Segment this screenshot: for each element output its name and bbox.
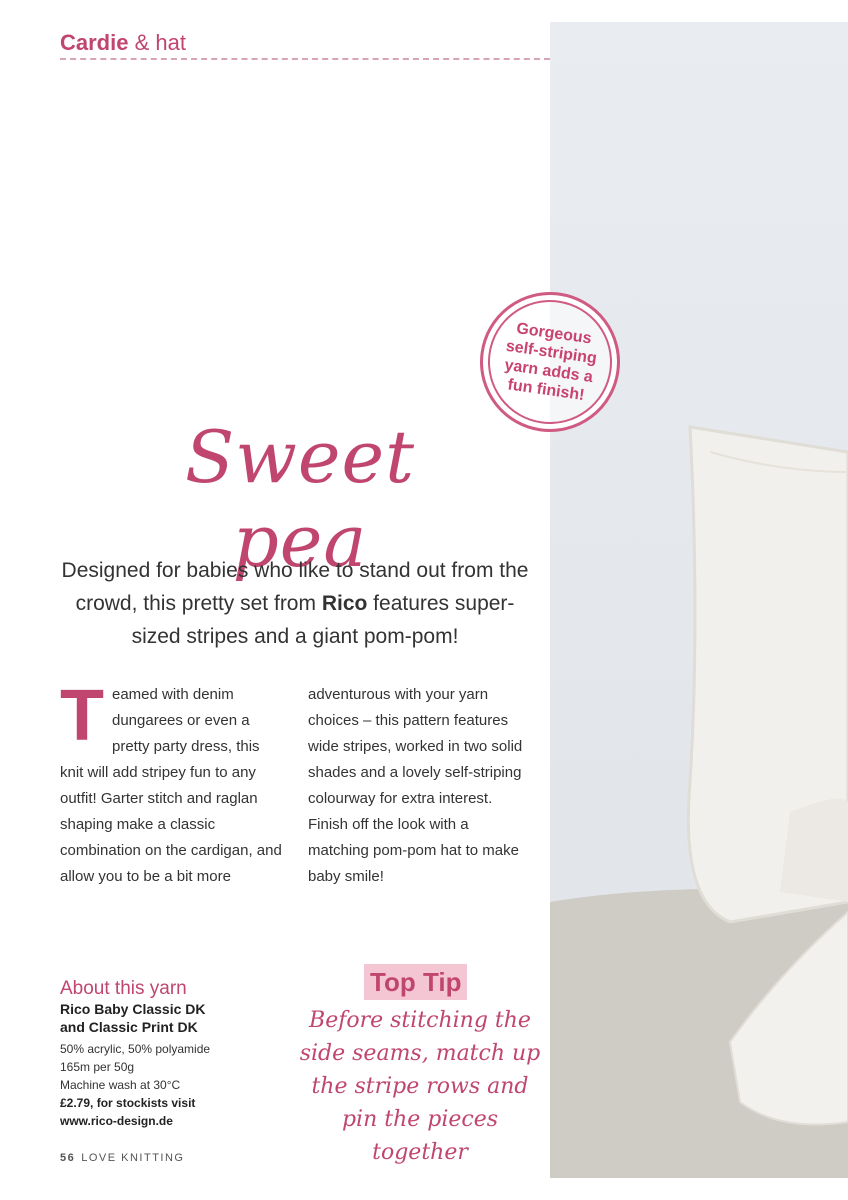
yarn-website: www.rico-design.de: [60, 1114, 173, 1128]
page-number: 56: [60, 1152, 76, 1164]
photo-baby-cushions: [550, 22, 848, 1178]
page-footer: [60, 1152, 185, 1164]
yarn-price: £2.79, for stockists visit: [60, 1096, 196, 1110]
yarn-heading: About this yarn: [60, 978, 187, 999]
standfirst-text-before: Designed for babies who like to stand out from the crowd, this pretty set from: [61, 559, 529, 615]
top-tip-text: Before stitching the side seams, match up the stripe rows and pin the pieces together: [299, 1008, 541, 1165]
body-text-2: adventurous with your yarn choices – this pattern features wide stripes, worked in two solid shades and a lovely self-striping colourway for extra interest. Finish off the look with a matching pom-pom hat to make baby smile!: [308, 686, 523, 885]
yarn-care: Machine wash at 30°C: [60, 1078, 181, 1092]
standfirst-brand: Rico: [321, 592, 368, 615]
section-subtitle: & hat: [134, 30, 186, 55]
top-tip-heading: Top Tip: [364, 964, 467, 1000]
yarn-name-line-2: and Classic Print DK: [60, 1019, 198, 1035]
header-divider: [60, 58, 550, 60]
drop-cap: T: [60, 676, 104, 756]
yarn-name-line-1: Rico Baby Classic DK: [60, 1001, 206, 1017]
yarn-length: 165m per 50g: [60, 1060, 135, 1074]
body-column-2: [308, 682, 533, 890]
page-title: Sweet pea: [184, 415, 416, 583]
yarn-info-box: [60, 978, 280, 1130]
stamp-text: Gorgeous self-striping yarn adds a fun finish!: [503, 320, 598, 405]
section-header: [60, 30, 186, 56]
body-column-1: [60, 676, 285, 890]
magazine-name: LOVE KNITTING: [81, 1152, 185, 1164]
standfirst-text-after: features super-sized stripes and a giant pom-pom!: [131, 592, 515, 648]
cushions-illustration: [550, 22, 848, 1178]
section-name: Cardie: [60, 30, 129, 55]
body-text-1: eamed with denim dungarees or even a pretty party dress, this knit will add stripey fun to any outfit! Garter stitch and raglan shaping make a classic combination on the cardigan, and allow you to be a bit more: [60, 686, 282, 885]
standfirst: [55, 554, 535, 653]
yarn-composition: 50% acrylic, 50% polyamide: [60, 1042, 211, 1056]
